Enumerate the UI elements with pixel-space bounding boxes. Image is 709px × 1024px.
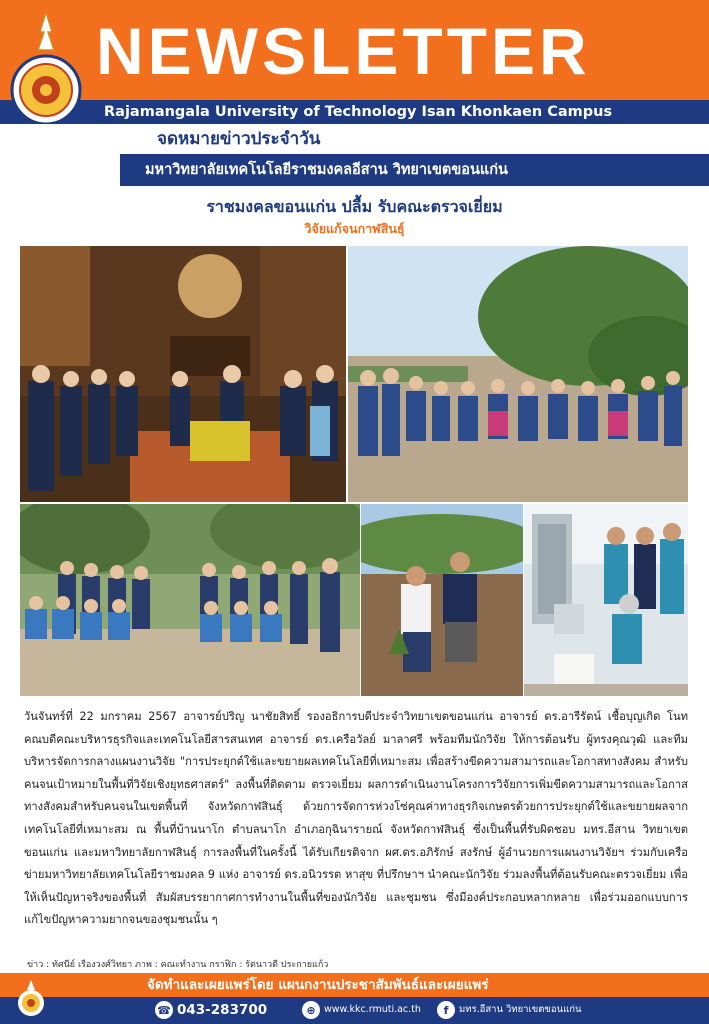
article-credits: ข่าว : ทัศนีย์ เรืองวงศ์วิทยา ภาพ : คณะทำงาน กราฟิก : รัตนาวดี ประกายแก้ว [27,960,329,970]
article-subheadline: วิจัยแก้จนกาฬสินธุ์ [304,221,405,236]
university-logo [8,10,84,134]
photo-field-group [20,504,360,696]
phone-number: 043-283700 [177,1002,268,1018]
photo-equipment [524,504,688,696]
photo-meeting-room [20,246,346,502]
newsletter-title: NEWSLETTER [96,14,591,88]
campus-name: Rajamangala University of Technology Isan Khonkaen Campus [104,104,613,120]
photo-planting [361,504,523,696]
article-body: วันจันทร์ที่ 22 มกราคม 2567 อาจารย์ปริญ นาชัยสิทธิ์ รองอธิการบดีประจำวิทยาเขตขอนแก่น อาจารย์ ดร.อารีรัตน์ เชื้อบุญเกิด โนท คณบดีคณะบริหารธุรกิจและเทคโนโลยีสารสนเทศ อาจารย์ ดร.เครือวัลย์ มาลาศรี พร้อมทีมนักวิจัย ให้การต้อนรับ ผู้ทรงคุณวุฒิ และทีมบริหารจัดการกลางแผนงานวิจัย "การประยุกต์ใช้และขยายผลเทคโนโลยีที่เหมาะสม เพื่อสร้างขีดความสามารถและโอกาสทางสังคม สำหรับคนจนเป้าหมายในพื้นที่วิจัยเชิงยุทธศาสตร์" ลงพื้นที่ติดตาม ตรวจเยี่ยม ผลการดำเนินงานโครงการวิจัยการเพิ่มขีดความสามารถและโอกาสทางสังคมสำหรับคนจนในเขตพื้นที่ จังหวัดกาฬสินธุ์ ด้วยการจัดการห่วงโซ่คุณค่าทางธุรกิจเกษตรด้วยการประยุกต์ใช้และขยายผลจากเทคโนโลยีที่เหมาะสม ณ พื้นที่บ้านนาโก ตำบลนาโก อำเภอกุฉินารายณ์ จังหวัดกาฬสินธุ์ ซึ่งเป็นพื้นที่รับผิดชอบ มทร.อีสาน วิทยาเขตขอนแก่น และมหาวิทยาลัยกาฬสินธุ์ การลงพื้นที่ในครั้งนี้ ได้รับเกียรติจาก ผศ.ดร.อภิรักษ์ สงรักษ์ ผู้อำนวยการแผนงานวิจัยฯ ร่วมกับเครือข่ายมหาวิทยาลัยเทคโนโลยีราชมงคล 9 แห่ง อาจารย์ ดร.อนิวรรต หาสุข ที่ปรึกษาฯ นำคณะนักวิจัย ร่วมลงพื้นที่ต้อนรับคณะตรวจเยี่ยม เพื่อให้เห็นปัญหาจริงของพื้นที่ สัมผัสบรรยากาศการทำงานในพื้นที่ของนักวิจัย และชุมชน ซึ่งมีองค์ประกอบหลากหลาย เพื่อร่วมออกแบบการแก้ไขปัญหาความยากจนของชุมชนนั้น ๆ [24,710,688,927]
website-contact[interactable] [302,999,421,1021]
phone-contact [155,999,267,1021]
footer-university-logo [14,978,48,1018]
daily-label: จดหมายข่าวประจำวัน [157,129,321,149]
facebook-contact[interactable] [437,999,581,1021]
university-name: มหาวิทยาลัยเทคโนโลยีราชมงคลอีสาน วิทยาเขตขอนแก่น [145,162,508,178]
facebook-icon: f [437,1001,455,1019]
website-link[interactable]: www.kkc.rmuti.ac.th [324,1004,421,1015]
phone-icon: ☎ [155,1001,173,1019]
globe-icon: ⊕ [302,1001,320,1019]
facebook-link[interactable]: มทร.อีสาน วิทยาเขตขอนแก่น [459,1004,582,1015]
produced-by: จัดทำและเผยแพร่โดย แผนกงานประชาสัมพันธ์และเผยแพร่ [147,977,489,993]
photo-outdoor-group [348,246,688,502]
article-headline: ราชมงคลขอนแก่น ปลื้ม รับคณะตรวจเยี่ยม [206,197,503,216]
